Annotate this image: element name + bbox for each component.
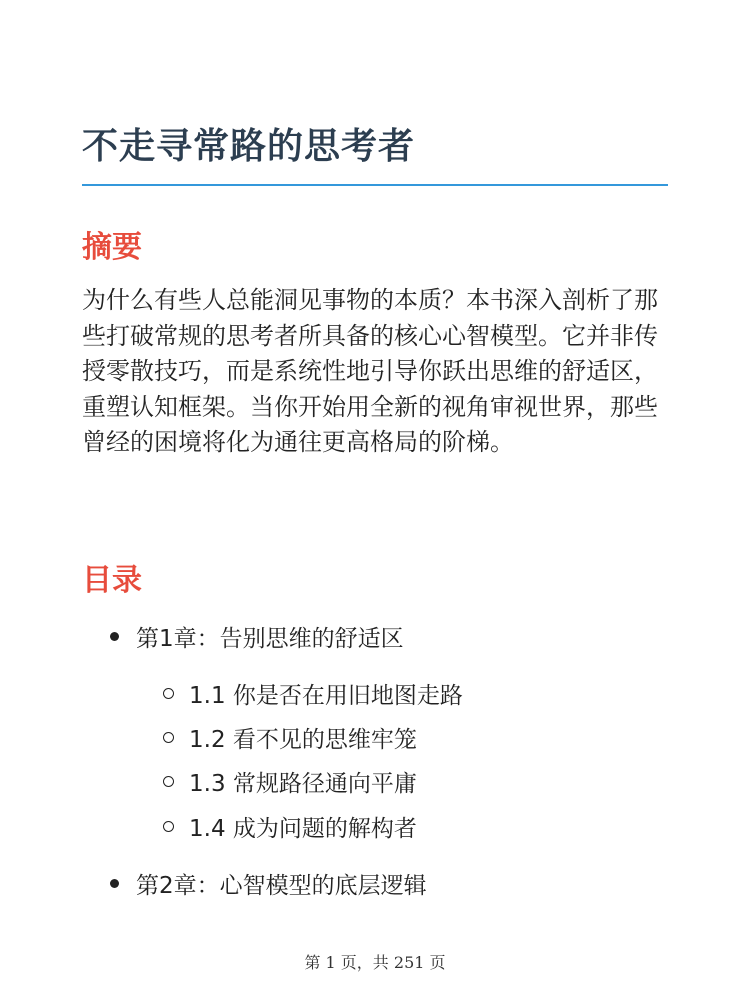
- bullet-circle-icon: [163, 776, 174, 787]
- toc-section-1-1[interactable]: [163, 677, 463, 710]
- toc-section-label: 1.2 看不见的思维牢笼: [189, 727, 417, 753]
- toc-section-1-3[interactable]: [163, 765, 417, 798]
- book-title: 不走寻常路的思考者: [82, 126, 416, 167]
- title-divider: [82, 184, 668, 186]
- bullet-circle-icon: [163, 821, 174, 832]
- bullet-circle-icon: [163, 732, 174, 743]
- toc-chapter-2[interactable]: [110, 867, 427, 900]
- bullet-disc-icon: [110, 879, 119, 888]
- abstract-heading: 摘要: [82, 230, 142, 265]
- bullet-circle-icon: [163, 688, 174, 699]
- toc-section-label: 1.4 成为问题的解构者: [189, 816, 417, 842]
- toc-chapter-1[interactable]: [110, 620, 404, 653]
- toc-section-1-4[interactable]: [163, 810, 417, 843]
- toc-section-1-2[interactable]: [163, 721, 417, 754]
- toc-heading: 目录: [82, 563, 142, 598]
- toc-chapter-label: 第1章：告别思维的舒适区: [136, 626, 404, 652]
- toc-section-label: 1.1 你是否在用旧地图走路: [189, 683, 463, 709]
- bullet-disc-icon: [110, 632, 119, 641]
- page-number-footer: 第 1 页，共 251 页: [304, 953, 446, 972]
- abstract-text: 为什么有些人总能洞见事物的本质？本书深入剖析了那些打破常规的思考者所具备的核心心智模型。它并非传授零散技巧，而是系统性地引导你跃出思维的舒适区，重塑认知框架。当你开始用全新的视角审视世界，那些曾经的困境将化为通往更高格局的阶梯。: [82, 286, 658, 456]
- toc-chapter-label: 第2章：心智模型的底层逻辑: [136, 873, 427, 899]
- toc-section-label: 1.3 常规路径通向平庸: [189, 771, 417, 797]
